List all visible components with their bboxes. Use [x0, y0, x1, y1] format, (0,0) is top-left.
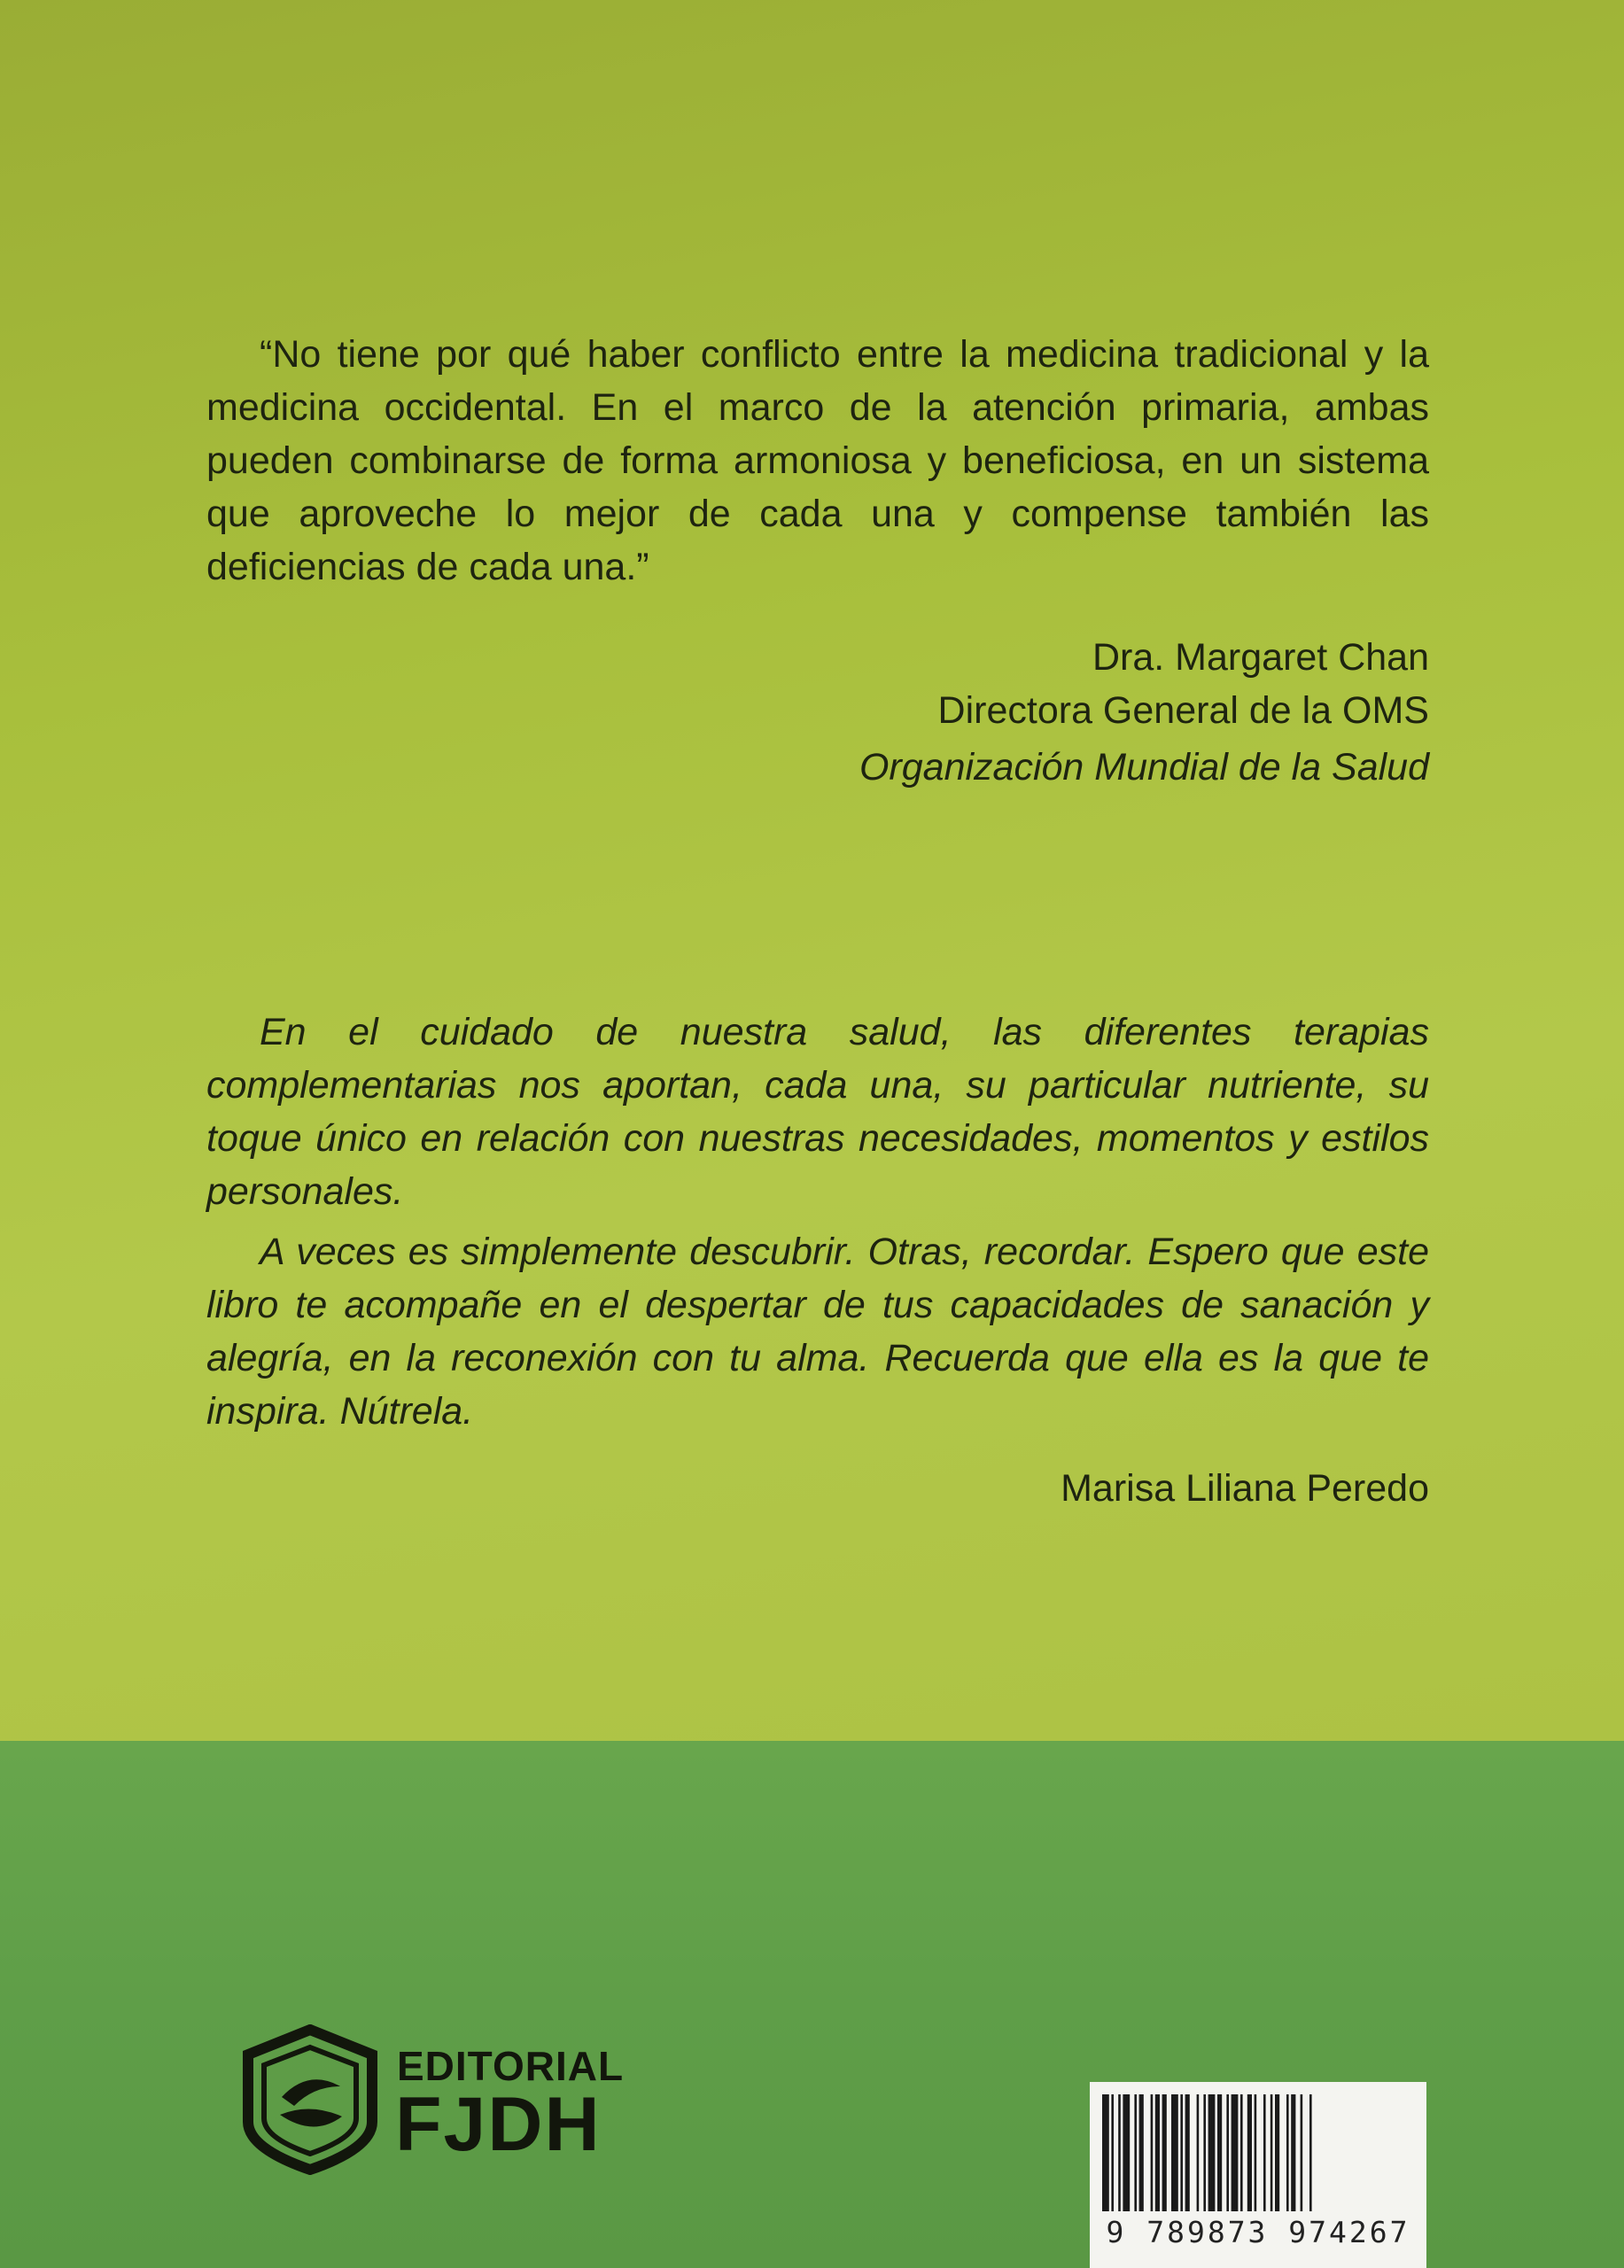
barcode-bar — [1247, 2094, 1252, 2211]
shield-leaf-icon — [239, 2024, 381, 2175]
publisher-line2: FJDH — [395, 2082, 602, 2167]
barcode-bar — [1162, 2094, 1167, 2211]
barcode-bar — [1171, 2094, 1178, 2211]
intro-paragraph-1: En el cuidado de nuestra salud, las diferentes terapias complementarias nos aportan, cada una, su particular nutriente, su toque único en relación con nuestras necesidades, momentos y estilos personales. — [206, 1011, 1429, 1213]
barcode-bar — [1226, 2094, 1229, 2211]
intro-author — [1061, 1462, 1429, 1515]
barcode-bar — [1155, 2094, 1160, 2211]
author-name: Marisa Liliana Peredo — [1061, 1467, 1429, 1510]
barcode-bar — [1301, 2094, 1303, 2211]
barcode-bar — [1240, 2094, 1243, 2211]
publisher-logo — [239, 2024, 625, 2184]
barcode-bar — [1263, 2094, 1266, 2211]
quote-text: “No tiene por qué haber conflicto entre la medicina tradicional y la medicina occidental. En el marco de la atención primaria, ambas pueden combinarse de forma armoniosa y beneficiosa, en un sistema que aproveche lo mejor de cada una y compense también las deficiencias de cada una.” — [206, 333, 1429, 588]
barcode-bar — [1208, 2094, 1216, 2211]
attribution-name: Dra. Margaret Chan — [1092, 636, 1429, 679]
barcode-bar — [1286, 2094, 1289, 2211]
barcode-bar — [1185, 2094, 1190, 2211]
barcode-bar — [1180, 2094, 1183, 2211]
barcode-bar — [1151, 2094, 1154, 2211]
quote-block — [206, 328, 1429, 594]
attribution-role: Directora General de la OMS — [937, 689, 1429, 732]
barcode-bars — [1100, 2094, 1416, 2218]
barcode-bar — [1139, 2094, 1144, 2211]
barcode-bar — [1102, 2094, 1109, 2211]
barcode-bar — [1197, 2094, 1200, 2211]
quote-attribution — [859, 631, 1429, 794]
barcode-bar — [1134, 2094, 1137, 2211]
barcode-bar — [1255, 2094, 1257, 2211]
barcode-bar — [1270, 2094, 1273, 2211]
intro-paragraph-2: A veces es simplemente descubrir. Otras, recordar. Espero que este libro te acompañe en el despertar de tus capacidades de sanación y alegría, en la reconexión con tu alma. Recuerda que ella es la que te inspira. Nútrela. — [206, 1231, 1429, 1433]
intro-block — [206, 1006, 1429, 1438]
barcode-bar — [1123, 2094, 1130, 2211]
barcode-bar — [1275, 2094, 1279, 2211]
barcode-bar — [1118, 2094, 1121, 2211]
barcode-bar — [1111, 2094, 1114, 2211]
barcode-digits: 9 789873 974267 — [1106, 2215, 1410, 2249]
barcode-bar — [1291, 2094, 1295, 2211]
barcode-bar — [1203, 2094, 1206, 2211]
barcode-bar — [1309, 2094, 1312, 2211]
barcode-bar — [1232, 2094, 1239, 2211]
barcode-bar — [1217, 2094, 1222, 2211]
attribution-organization: Organización Mundial de la Salud — [859, 746, 1429, 788]
publisher-line1: EDITORIAL — [397, 2043, 625, 2089]
isbn-barcode — [1090, 2082, 1426, 2268]
